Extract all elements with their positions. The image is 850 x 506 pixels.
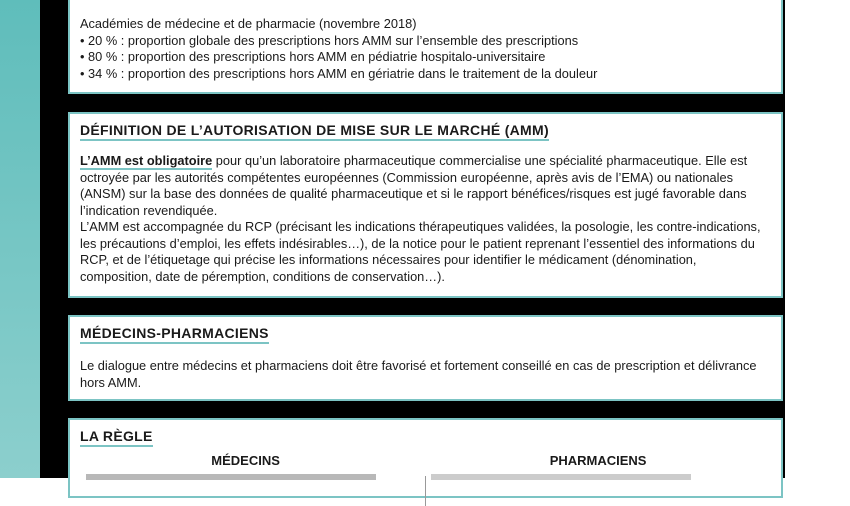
medpharm-title: MÉDECINS-PHARMACIENS xyxy=(80,325,269,344)
cutoff-line xyxy=(431,474,691,480)
regle-col-right xyxy=(425,453,771,480)
cutoff-line xyxy=(86,474,376,480)
amm-lead-bold: L’AMM est obligatoire xyxy=(80,153,213,168)
amm-title: DÉFINITION DE L’AUTORISATION DE MISE SUR LE MARCHÉ (AMM) xyxy=(80,122,549,141)
amm-definition-box xyxy=(68,112,783,298)
col-head-medecins: MÉDECINS xyxy=(211,453,280,468)
amm-paragraph-2: L’AMM est accompagnée du RCP (précisant les indications thérapeutiques validées, la posologie, les contre-indications, les précautions d’emploi, les effets indésirables…), de la notice pour le patient reprenant l’essentiel des informations du RCP, et de l’étiquetage qui précise les informations nécessaires pour identifier le médicament (dénomination, composition, date de péremption, conditions de conservation…). xyxy=(80,219,761,284)
regle-title: LA RÈGLE xyxy=(80,428,153,447)
stats-body xyxy=(80,16,771,82)
stats-item: • 20 % : proportion globale des prescriptions hors AMM sur l’ensemble des prescriptions xyxy=(80,32,579,48)
regle-col-left xyxy=(80,453,411,480)
amm-paragraph-1-rest: pour qu’un laboratoire pharmaceutique commercialise une spécialité pharmaceutique. Elle est octroyée par les autorités compétentes européennes (Commission européenne, après avis de l’EMA) ou nationales (ANSM) sur la base des données de qualité pharmaceutique et si le rapport bénéfices/risques est jugé favorable dans l’indication revendiquée. xyxy=(80,153,748,218)
medpharm-body xyxy=(80,358,771,391)
col-head-pharmaciens: PHARMACIENS xyxy=(549,453,647,468)
medpharm-text: Le dialogue entre médecins et pharmaciens doit être favorisé et fortement conseillé en cas de prescription et délivrance hors AMM. xyxy=(80,358,757,390)
left-accent-strip xyxy=(0,0,40,478)
regle-box xyxy=(68,418,783,498)
amm-body xyxy=(80,153,771,285)
stats-item: • 80 % : proportion des prescriptions hors AMM en pédiatrie hospitalo-universitaire xyxy=(80,49,546,64)
stats-source: Académies de médecine et de pharmacie (novembre 2018) xyxy=(80,16,417,31)
stats-box xyxy=(68,0,783,94)
column-divider xyxy=(425,476,426,506)
medecins-pharmaciens-box xyxy=(68,315,783,401)
stats-item: • 34 % : proportion des prescriptions hors AMM en gériatrie dans le traitement de la douleur xyxy=(80,65,598,81)
amm-paragraph-1 xyxy=(80,153,771,219)
